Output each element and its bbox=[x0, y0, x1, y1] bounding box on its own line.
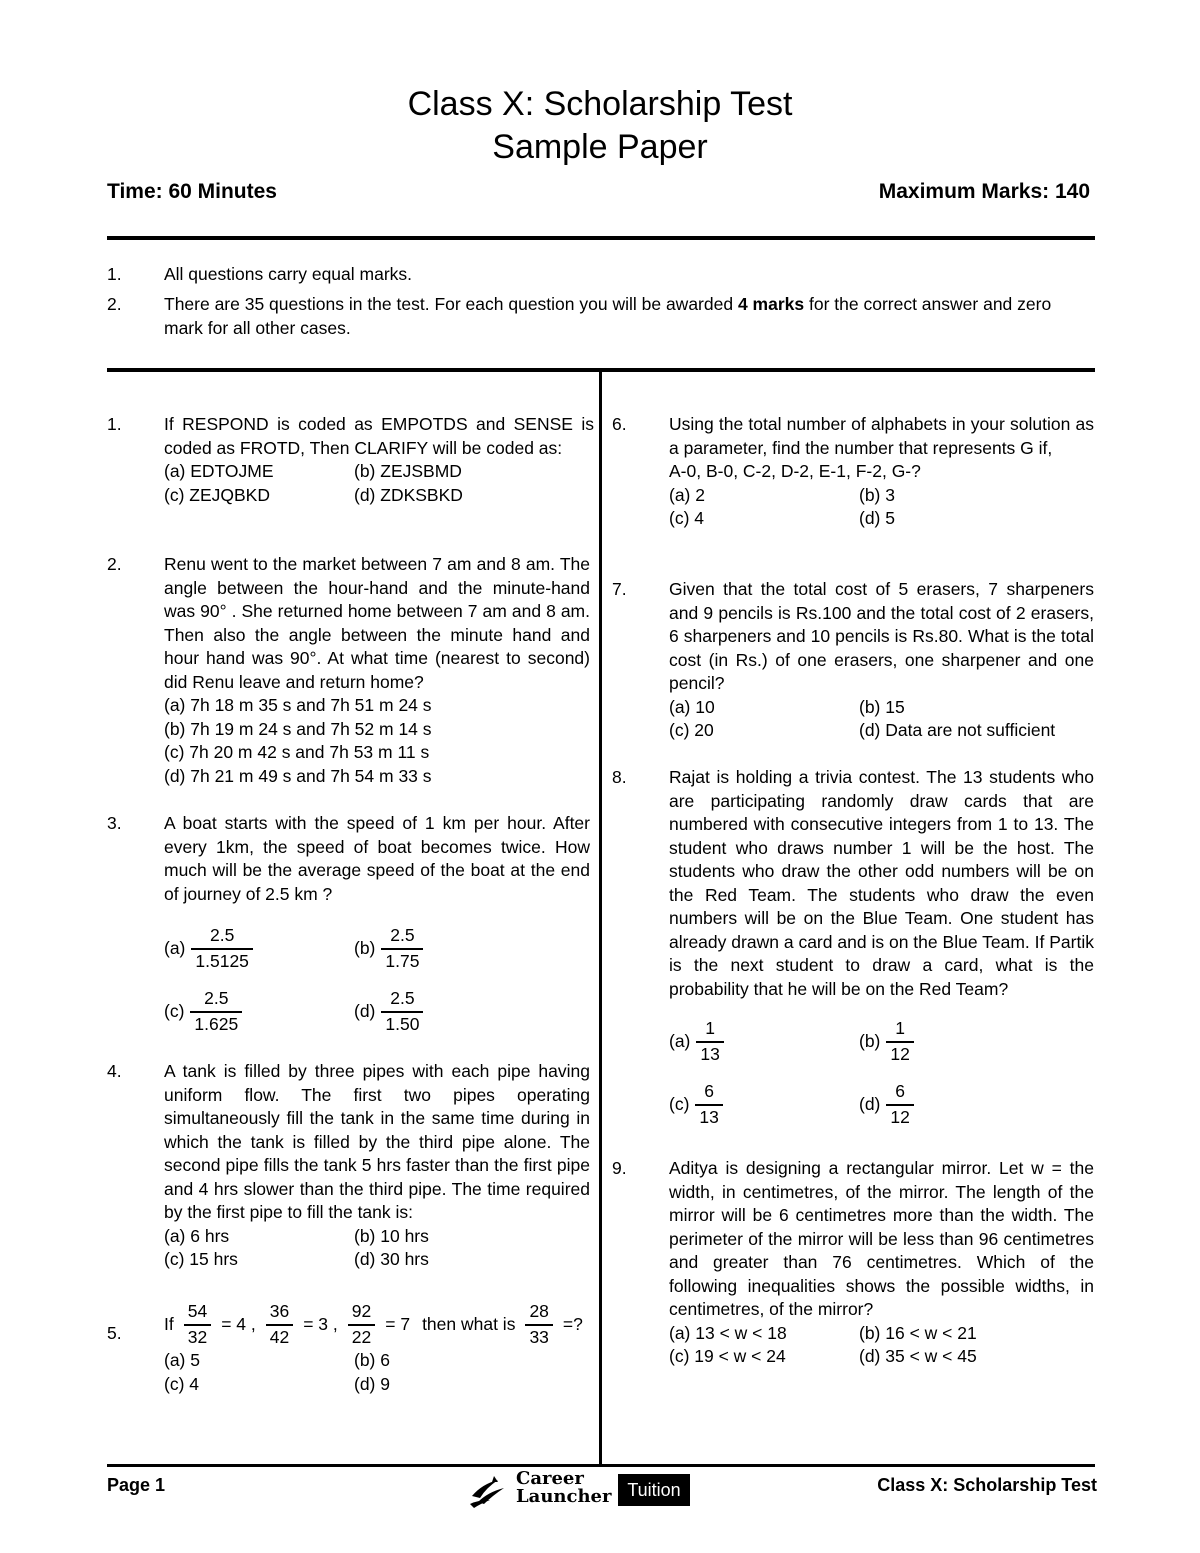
brand-name: Career Launcher bbox=[516, 1468, 612, 1507]
option-b: (b) 16 < w < 21 bbox=[859, 1322, 977, 1343]
question-text: If $\frac{54}{32}$ = 4 , $\frac{36}{42}$ = 3 , $\frac{92}{22}$ = 7 then what is $\frac{28}{33}$ =? bbox=[164, 1300, 604, 1349]
career-launcher-logo bbox=[468, 1470, 698, 1512]
header-divider bbox=[107, 236, 1095, 240]
question-text: Aditya is designing a rectangular mirror. Let w = the width, in centimetres, of the mirror. The length of the mirror will be 6 centimetres more than the width. The perimeter of the mirror will be less than 96 centimetres and greater than 76 centimetres. Which of the following inequalities shows the possible widths, in centimetres, of the mirror? bbox=[669, 1158, 1094, 1319]
time-label: Time: 60 Minutes bbox=[107, 180, 277, 203]
option-a: (a) 13 < w < 18 bbox=[669, 1322, 787, 1343]
question-number: 1. bbox=[107, 414, 122, 434]
option-a: (a) $\frac{2.5}{1.5125}$ bbox=[164, 924, 354, 973]
fraction-28-33: $\frac{28}{33}$ bbox=[525, 1300, 552, 1349]
option-c: (c) 4 bbox=[164, 1373, 199, 1394]
page-number: Page 1 bbox=[107, 1475, 166, 1495]
fraction: $\frac{2.5}{1.75}$ bbox=[381, 924, 423, 973]
question-text: Rajat is holding a trivia contest. The 13 students who are participating randomly draw cards that are numbered with consecutive integers from 1 to 13. The student who draws number 1 will be the host. The students who draw the other odd numbers will be on the Red Team. The students who draw the even numbers will be on the Blue Team. One student has already drawn a card and is on the Blue Team. If Partik is the next student to draw a card, what is the probability that he will be on the Red Team? bbox=[669, 767, 1094, 999]
question-number: 7. bbox=[612, 579, 627, 599]
option-b: (b) $\frac{1}{12}$ bbox=[859, 1017, 1079, 1066]
instruction-text: There are 35 questions in the test. For each question you will be awarded 4 marks for the correct answer and zero mark for all other cases. bbox=[164, 294, 1052, 338]
fraction: $\frac{6}{13}$ bbox=[695, 1080, 722, 1129]
tuition-badge: Tuition bbox=[618, 1474, 690, 1506]
option-d: (d) 30 hrs bbox=[354, 1249, 429, 1269]
option-c: (c) 15 hrs bbox=[164, 1249, 238, 1269]
option-a: (a) 7h 18 m 35 s and 7h 51 m 24 s bbox=[164, 695, 432, 715]
option-c: (c) 4 bbox=[669, 508, 704, 528]
option-d: (d) Data are not sufficient bbox=[859, 720, 1056, 740]
bold-marks: 4 marks bbox=[737, 294, 805, 314]
option-d: (d) 35 < w < 45 bbox=[859, 1346, 977, 1366]
fraction: $\frac{1}{12}$ bbox=[886, 1017, 913, 1066]
max-marks-label: Maximum Marks: 140 bbox=[878, 180, 1090, 203]
footer-title: Class X: Scholarship Test bbox=[877, 1475, 1097, 1495]
option-a: (a) 5 bbox=[164, 1350, 200, 1370]
option-a: (a) $\frac{1}{13}$ bbox=[669, 1017, 859, 1066]
option-c: (c) 20 bbox=[669, 720, 714, 740]
option-d: (d) 9 bbox=[354, 1373, 390, 1394]
question-number: 2. bbox=[107, 554, 122, 574]
option-a: (a) 2 bbox=[669, 484, 705, 505]
option-b: (b) 7h 19 m 24 s and 7h 52 m 14 s bbox=[164, 718, 432, 739]
logo-swoosh-icon bbox=[468, 1474, 512, 1510]
question-text: Renu went to the market between 7 am and 8 am. The angle between the hour-hand and the minute-hand was 90° . She returned home between 7 am and 8 am. Then also the angle between the minute hand and hour hand was 90°. At what time (nearest to second) did Renu leave and return home? bbox=[164, 554, 590, 692]
question-text: If RESPOND is coded as EMPOTDS and SENSE is coded as FROTD, Then CLARIFY will be coded as: bbox=[164, 414, 594, 458]
question-text: A tank is filled by three pipes with each pipe having uniform flow. The first two pipes operating simultaneously fill the tank in the same time during in which the tank is filled by the third pipe alone. The second pipe fills the tank 5 hrs faster than the first pipe and 4 hrs slower than the third pipe. The time required by the first pipe to fill the tank is: bbox=[164, 1061, 590, 1222]
option-b: (b) 3 bbox=[859, 484, 895, 505]
option-d: (d) ZDKSBKD bbox=[354, 484, 463, 505]
option-c: (c) ZEJQBKD bbox=[164, 484, 270, 505]
footer-divider bbox=[107, 1464, 1095, 1467]
question-number: 9. bbox=[612, 1158, 627, 1178]
question-sequence: A-0, B-0, C-2, D-2, E-1, F-2, G-? bbox=[669, 461, 921, 481]
fraction: $\frac{6}{12}$ bbox=[886, 1080, 913, 1129]
fraction-54-32: $\frac{54}{32}$ bbox=[184, 1300, 211, 1349]
question-text: A boat starts with the speed of 1 km per hour. After every 1km, the speed of boat becomes twice. How much will be the average speed of the boat at the end of journey of 2.5 km ? bbox=[164, 813, 590, 904]
question-number: 4. bbox=[107, 1061, 122, 1081]
fraction: $\frac{2.5}{1.5125}$ bbox=[191, 924, 253, 973]
instruction-text: All questions carry equal marks. bbox=[164, 264, 413, 284]
question-number: 3. bbox=[107, 813, 122, 833]
instruction-number: 1. bbox=[107, 264, 122, 284]
question-number: 5. bbox=[107, 1323, 122, 1343]
option-b: (b) 6 bbox=[354, 1350, 390, 1370]
option-d: (d) 7h 21 m 49 s and 7h 54 m 33 s bbox=[164, 765, 432, 786]
option-b: (b) 15 bbox=[859, 696, 905, 717]
option-c: (c) 7h 20 m 42 s and 7h 53 m 11 s bbox=[164, 742, 430, 762]
option-a: (a) 6 hrs bbox=[164, 1225, 230, 1246]
option-b: (b) $\frac{2.5}{1.75}$ bbox=[354, 924, 574, 973]
fraction: $\frac{2.5}{1.50}$ bbox=[381, 987, 423, 1036]
page-subtitle: Sample Paper bbox=[492, 128, 708, 166]
option-d: (d) 5 bbox=[859, 508, 895, 528]
fraction-36-42: $\frac{36}{42}$ bbox=[266, 1300, 293, 1349]
option-c: (c) 19 < w < 24 bbox=[669, 1346, 786, 1366]
option-d: (d) $\frac{6}{12}$ bbox=[859, 1080, 1079, 1129]
fraction: $\frac{1}{13}$ bbox=[696, 1017, 723, 1066]
question-text: Given that the total cost of 5 erasers, 7 sharpeners and 9 pencils is Rs.100 and the total cost of 2 erasers, 6 sharpeners and 10 pencils is Rs.80. What is the total cost (in Rs.) of one erasers, one sharpener and one pencil? bbox=[669, 579, 1094, 693]
page-title: Class X: Scholarship Test bbox=[407, 85, 793, 123]
instruction-number: 2. bbox=[107, 294, 122, 314]
fraction-92-22: $\frac{92}{22}$ bbox=[348, 1300, 375, 1349]
question-number: 8. bbox=[612, 767, 627, 787]
option-c: (c) $\frac{2.5}{1.625}$ bbox=[164, 987, 354, 1036]
option-d: (d) $\frac{2.5}{1.50}$ bbox=[354, 987, 574, 1036]
question-number: 6. bbox=[612, 414, 627, 434]
option-c: (c) $\frac{6}{13}$ bbox=[669, 1080, 859, 1129]
option-a: (a) 10 bbox=[669, 696, 715, 717]
option-b: (b) ZEJSBMD bbox=[354, 461, 462, 481]
fraction: $\frac{2.5}{1.625}$ bbox=[190, 987, 242, 1036]
option-b: (b) 10 hrs bbox=[354, 1225, 429, 1246]
question-text: Using the total number of alphabets in your solution as a parameter, find the number that represents G if, bbox=[669, 414, 1094, 458]
option-a: (a) EDTOJME bbox=[164, 461, 274, 481]
